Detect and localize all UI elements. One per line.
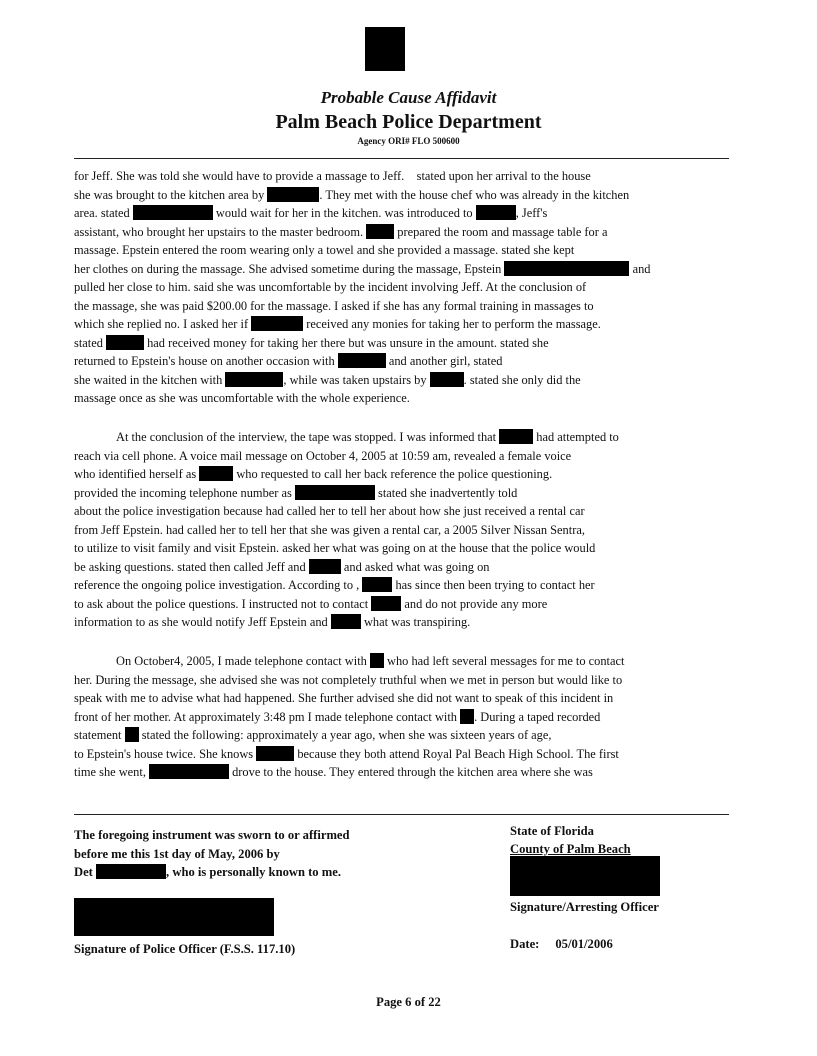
- redaction-block: [199, 466, 233, 481]
- text-line: which she replied no. I asked her if received any monies for taking her to perform the massage.: [74, 317, 601, 331]
- text-line: massage once as she was uncomfortable with the whole experience.: [74, 391, 410, 405]
- paragraph-2: [74, 428, 734, 632]
- notary-statement: [74, 826, 434, 882]
- text-line: to utilize to visit family and visit Epstein. asked her what was going on at the house that the police would: [74, 541, 596, 555]
- text-line: massage. Epstein entered the room wearing only a towel and she provided a massage. stated she kept: [74, 243, 575, 257]
- text-line: stated had received money for taking her there but was unsure in the amount. stated she: [74, 335, 549, 350]
- police-signature-label: Signature of Police Officer (F.S.S. 117.10): [74, 942, 296, 956]
- sworn-line-1: The foregoing instrument was sworn to or affirmed: [74, 828, 350, 842]
- redaction-block: [510, 856, 660, 896]
- text-line: be asking questions. stated then called Jeff and and asked what was going on: [74, 559, 490, 574]
- text-line: front of her mother. At approximately 3:48 pm I made telephone contact with . During a taped recorded: [74, 709, 601, 724]
- redaction-block: [96, 864, 166, 879]
- text-line: to Epstein's house twice. She knows because they both attend Royal Pal Beach High School. The first: [74, 746, 619, 761]
- redaction-block: [331, 614, 361, 629]
- redaction-block: [74, 898, 274, 936]
- text-line: provided the incoming telephone number as stated she inadvertently told: [74, 485, 518, 500]
- text-line: At the conclusion of the interview, the tape was stopped. I was informed that had attempted to: [116, 430, 619, 444]
- redaction-block: [256, 746, 294, 761]
- text-line: about the police investigation because had called her to tell her about how she just received a rental car: [74, 504, 585, 518]
- text-line: information to as she would notify Jeff Epstein and what was transpiring.: [74, 615, 471, 629]
- redaction-block: [267, 187, 319, 202]
- redaction-block: [338, 353, 386, 368]
- text-line: pulled her close to him. said she was uncomfortable by the incident involving Jeff. At the conclusion of: [74, 280, 587, 294]
- agency-ori: Agency ORI# FLO 500600: [357, 136, 460, 146]
- text-line: her. During the message, she advised she was not completely truthful when we met in person but would like to: [74, 672, 623, 687]
- date-value: 05/01/2006: [555, 937, 613, 951]
- text-line: area. stated would wait for her in the kitchen. was introduced to , Jeff's: [74, 206, 548, 220]
- redaction-block: [106, 335, 144, 350]
- text-line: she waited in the kitchen with , while was taken upstairs by . stated she only did the: [74, 372, 581, 387]
- redaction-block: [430, 372, 464, 387]
- page-number: Page 6 of 22: [376, 995, 441, 1009]
- text-line: the massage, she was paid $200.00 for the massage. I asked if she has any formal training in massages to: [74, 298, 594, 313]
- text-line: speak with me to advise what had happened. She further advised she did not want to speak of this incident in: [74, 691, 614, 705]
- redaction-block: [309, 559, 341, 574]
- state-label: State of Florida: [510, 824, 594, 838]
- text-line: On October4, 2005, I made telephone contact with who had left several messages for me to contact: [116, 654, 625, 668]
- text-line: she was brought to the kitchen area by . They met with the house chef who was already in the kitchen: [74, 187, 630, 202]
- affidavit-title: Probable Cause Affidavit: [320, 88, 497, 107]
- redaction-block: [504, 261, 629, 276]
- divider: [74, 814, 729, 815]
- text-line: assistant, who brought her upstairs to the master bedroom. prepared the room and massage table for a: [74, 224, 608, 239]
- redaction-block: [476, 205, 516, 220]
- arresting-officer-signature-label: Signature/Arresting Officer: [510, 900, 659, 914]
- department-name: Palm Beach Police Department: [275, 111, 542, 133]
- text-line: time she went, drove to the house. They entered through the kitchen area where she was: [74, 765, 593, 779]
- redaction-block: [149, 764, 229, 779]
- redaction-block: [133, 205, 213, 220]
- redaction-block: [370, 653, 384, 668]
- text-line: for Jeff. She was told she would have to provide a massage to Jeff. stated upon her arrival to the house: [74, 169, 591, 183]
- redaction-block: [366, 224, 394, 239]
- paragraph-1: [74, 167, 734, 408]
- county-label: County of Palm Beach: [510, 842, 631, 856]
- text-line: reference the ongoing police investigation. According to , has since then been trying to contact her: [74, 578, 595, 592]
- text-line: returned to Epstein's house on another occasion with and another girl, stated: [74, 354, 503, 368]
- signature-date: [510, 937, 613, 952]
- jurisdiction-block: [510, 822, 740, 858]
- redaction-block: [371, 596, 401, 611]
- text-line: reach via cell phone. A voice mail message on October 4, 2005 at 10:59 am, revealed a female voice: [74, 448, 572, 463]
- sworn-line-2: before me this 1st day of May, 2006 by: [74, 846, 280, 861]
- redaction-block: [499, 429, 533, 444]
- detective-line: Det , who is personally known to me.: [74, 865, 341, 879]
- text-line: statement stated the following: approximately a year ago, when she was sixteen years of age,: [74, 728, 552, 742]
- text-line: her clothes on during the massage. She advised sometime during the massage, Epstein and: [74, 261, 651, 276]
- redaction-block: [125, 727, 139, 742]
- text-line: who identified herself as who requested to call her back reference the police questioning.: [74, 467, 553, 481]
- paragraph-3: [74, 652, 734, 782]
- redaction-block: [362, 577, 392, 592]
- redaction-block: [460, 709, 474, 724]
- text-line: from Jeff Epstein. had called her to tell her that she was given a rental car, a 2005 Silver Nissan Sentra,: [74, 522, 585, 537]
- divider: [74, 158, 729, 159]
- redaction-block: [251, 316, 303, 331]
- redaction-block: [365, 27, 405, 71]
- text-line: to ask about the police questions. I instructed not to contact and do not provide any more: [74, 596, 548, 611]
- redaction-block: [225, 372, 283, 387]
- redaction-block: [295, 485, 375, 500]
- date-label: Date:: [510, 937, 540, 951]
